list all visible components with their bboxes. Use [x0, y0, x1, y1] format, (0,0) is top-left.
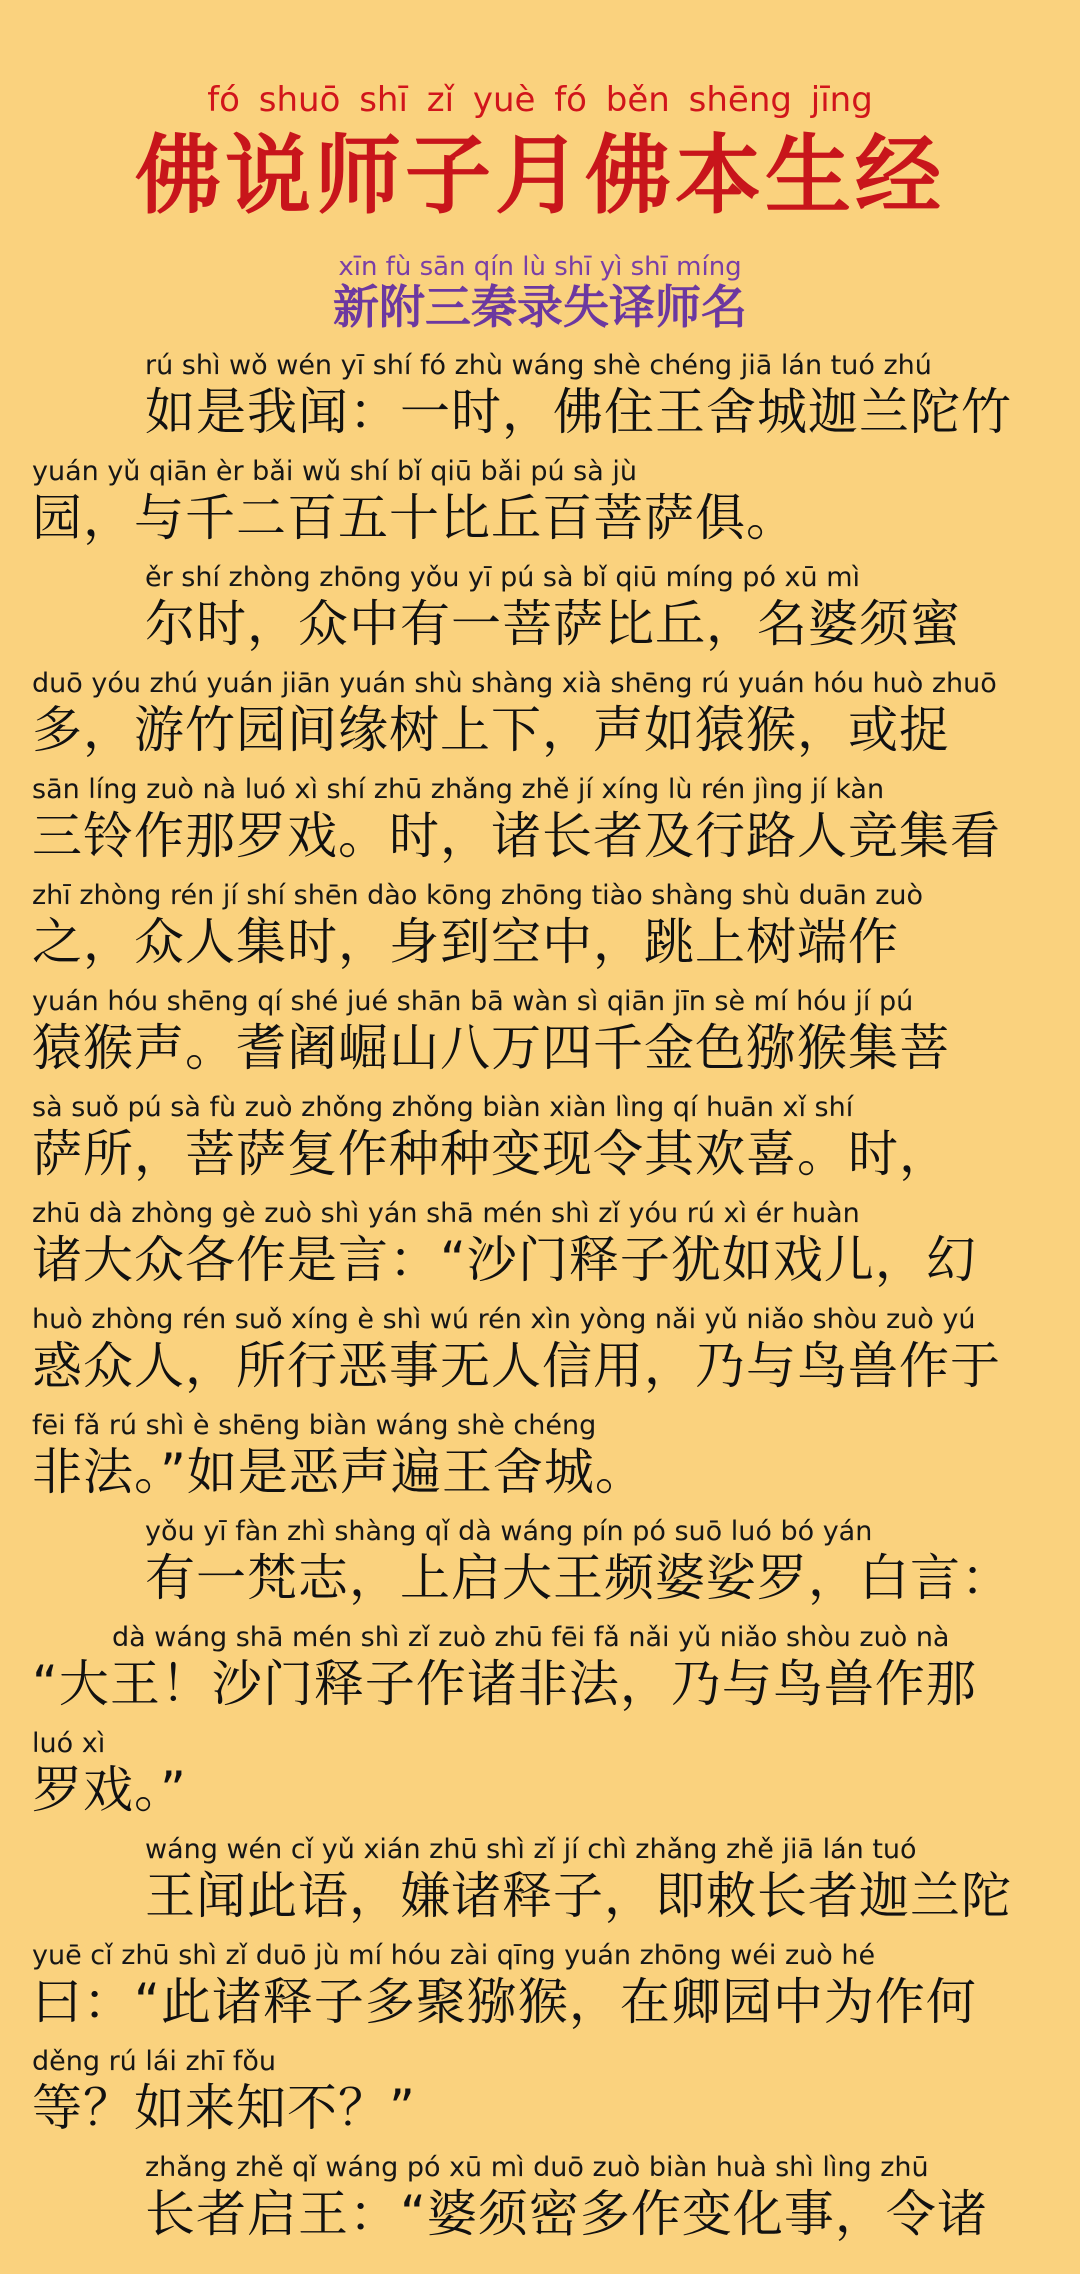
line-text: 等？如来知不？”: [32, 2079, 416, 2137]
line-text: 猿猴声。耆阇崛山八万四千金色猕猴集菩: [32, 1019, 950, 1077]
page-title: 佛说师子月佛本生经: [135, 126, 945, 226]
line-pinyin: luó xì: [32, 1728, 106, 1759]
line-pinyin: zhī zhòng rén jí shí shēn dào kōng zhōng tiào shàng shù duān zuò: [32, 880, 924, 911]
page-subtitle: 新附三秦录失译师名: [333, 280, 747, 334]
line-text: 惑众人，所行恶事无人信用，乃与鸟兽作于: [32, 1337, 1001, 1395]
line-pinyin: sān líng zuò nà luó xì shí zhū zhǎng zhě jí xíng lù rén jìng jí kàn: [32, 774, 885, 805]
line-pinyin: yuē cǐ zhū shì zǐ duō jù mí hóu zài qīng yuán zhōng wéi zuò hé: [32, 1940, 876, 1971]
line-pinyin: zhū dà zhòng gè zuò shì yán shā mén shì zǐ yóu rú xì ér huàn: [32, 1198, 860, 1229]
line-text: 之，众人集时，身到空中，跳上树端作: [32, 913, 899, 971]
line-text: 非法。”如是恶声遍王舍城。: [32, 1443, 646, 1501]
line-text: 诸大众各作是言：“沙门释子犹如戏儿，幻: [32, 1231, 977, 1289]
line-text: 尔时，众中有一菩萨比丘，名婆须蜜: [145, 595, 961, 653]
line-pinyin: dà wáng shā mén shì zǐ zuò zhū fēi fǎ nǎi yǔ niǎo shòu zuò nà: [112, 1622, 950, 1653]
line-text: “大王！沙门释子作诸非法，乃与鸟兽作那: [32, 1655, 977, 1713]
subtitle-pinyin: xīn fù sān qín lù shī yì shī míng: [338, 252, 742, 282]
line-pinyin: fēi fǎ rú shì è shēng biàn wáng shè chéng: [32, 1410, 597, 1441]
line-pinyin: ěr shí zhòng zhōng yǒu yī pú sà bǐ qiū míng pó xū mì: [145, 562, 861, 593]
title-pinyin: fó shuō shī zǐ yuè fó běn shēng jīng: [207, 80, 873, 120]
line-pinyin: zhǎng zhě qǐ wáng pó xū mì duō zuò biàn huà shì lìng zhū: [145, 2152, 929, 2183]
line-text: 有一梵志，上启大王频婆娑罗，白言：: [145, 1549, 1012, 1607]
line-text: 园，与千二百五十比丘百菩萨俱。: [32, 489, 797, 547]
line-text: 王闻此语，嫌诸释子，即敕长者迦兰陀: [145, 1867, 1012, 1925]
line-text: 如是我闻：一时，佛住王舍城迦兰陀竹: [145, 383, 1012, 441]
line-text: 多，游竹园间缘树上下，声如猿猴，或捉: [32, 701, 950, 759]
line-pinyin: yuán yǔ qiān èr bǎi wǔ shí bǐ qiū bǎi pú sà jù: [32, 456, 637, 487]
line-text: 长者启王：“婆须密多作变化事，令诸: [145, 2185, 988, 2243]
line-pinyin: duō yóu zhú yuán jiān yuán shù shàng xià shēng rú yuán hóu huò zhuō: [32, 668, 997, 699]
line-pinyin: děng rú lái zhī fǒu: [32, 2046, 277, 2077]
line-text: 三铃作那罗戏。时，诸长者及行路人竞集看: [32, 807, 1001, 865]
line-text: 曰：“此诸释子多聚猕猴，在卿园中为作何: [32, 1973, 977, 2031]
line-pinyin: yuán hóu shēng qí shé jué shān bā wàn sì qiān jīn sè mí hóu jí pú: [32, 986, 914, 1017]
line-pinyin: huò zhòng rén suǒ xíng è shì wú rén xìn yòng nǎi yǔ niǎo shòu zuò yú: [32, 1304, 976, 1335]
line-text: 萨所，菩萨复作种种变现令其欢喜。时，: [32, 1125, 950, 1183]
line-pinyin: rú shì wǒ wén yī shí fó zhù wáng shè chéng jiā lán tuó zhú: [145, 350, 932, 381]
line-pinyin: sà suǒ pú sà fù zuò zhǒng zhǒng biàn xiàn lìng qí huān xǐ shí: [32, 1092, 854, 1123]
line-text: 罗戏。”: [32, 1761, 187, 1819]
line-pinyin: yǒu yī fàn zhì shàng qǐ dà wáng pín pó suō luó bó yán: [145, 1516, 873, 1547]
line-pinyin: wáng wén cǐ yǔ xián zhū shì zǐ jí chì zhǎng zhě jiā lán tuó: [145, 1834, 917, 1865]
